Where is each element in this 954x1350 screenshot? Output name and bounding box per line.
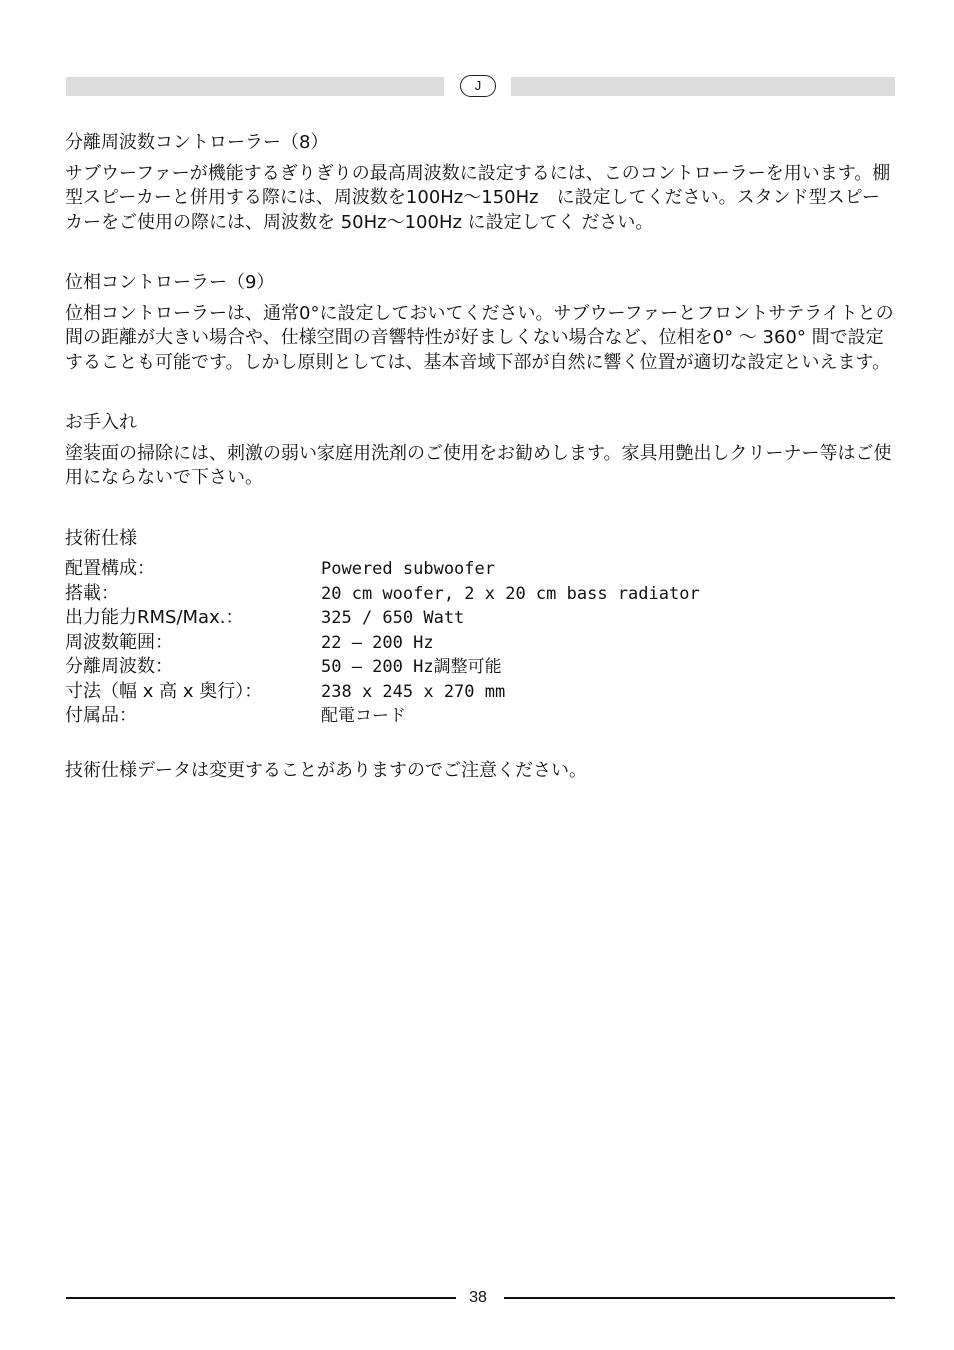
spec-row: [65, 655, 700, 680]
section-specs: [65, 527, 895, 784]
specs-note: 技術仕様データは変更することがありますのでご注意ください。: [65, 759, 587, 781]
spec-value: 325 / 650 Watt: [321, 608, 465, 628]
spec-table: [65, 557, 700, 729]
section-heading-phase: 位相コントローラー（9）: [65, 272, 275, 293]
spec-value: 配電コード: [321, 706, 406, 726]
spec-row: [65, 557, 700, 582]
page-number: 38: [469, 1289, 487, 1306]
section-body-phase: 位相コントローラーは、通常0°に設定しておいてください。サブウーファーとフロントサテライトとの間の距離が大きい場合や、仕様空間の音響特性が好ましくない場合など、位相を0° ～ 360° 間で設定することも可能です。しかし原則としては、基本音域下部が自然に響く位置が適切な設定といえます。: [65, 302, 894, 373]
footer-rule-left: [66, 1297, 456, 1299]
spec-row: [65, 582, 700, 607]
spec-row: [65, 680, 700, 705]
spec-value: Powered subwoofer: [321, 559, 495, 579]
spec-value: 20 cm woofer, 2 x 20 cm bass radiator: [321, 583, 700, 604]
section-body-care: 塗装面の掃除には、刺激の弱い家庭用洗剤のご使用をお勧めします。家具用艶出しクリーナー等はご使用にならないで下さい。: [65, 442, 892, 488]
section-crossover: [65, 131, 895, 235]
spec-value: 50 – 200 Hz調整可能: [321, 657, 502, 677]
spec-row: [65, 606, 700, 631]
section-body-crossover: サブウーファーが機能するぎりぎりの最高周波数に設定するには、このコントローラーを用います。棚型スピーカーと併用する際には、周波数を100Hz～150Hz に設定してください。スタンド型スピーカーをご使用の際には、周波数を 50Hz～100Hz に設定してく ださい。: [65, 162, 891, 233]
header-rule-left: [66, 77, 444, 96]
section-heading-care: お手入れ: [65, 412, 137, 433]
spec-label: 出力能力RMS/Max.：: [65, 607, 244, 628]
section-phase: [65, 271, 895, 375]
spec-label: 搭載：: [65, 582, 119, 604]
spec-label: 寸法（幅 x 高 x 奥行）：: [65, 680, 263, 702]
section-heading-specs: 技術仕様: [65, 527, 137, 549]
spec-value: 238 x 245 x 270 mm: [321, 681, 506, 702]
section-heading-crossover: 分離周波数コントローラー（8）: [65, 132, 329, 153]
spec-label: 配置構成：: [65, 558, 155, 579]
footer-rule-right: [504, 1297, 895, 1299]
spec-label: 周波数範囲：: [65, 631, 173, 653]
page-content: [65, 131, 895, 819]
spec-label: 付属品：: [65, 705, 137, 726]
spec-row: [65, 704, 700, 729]
header-rule-right: [511, 77, 895, 96]
language-badge: J: [460, 75, 496, 97]
spec-label: 分離周波数：: [65, 656, 173, 677]
section-care: [65, 411, 895, 491]
spec-row: [65, 631, 700, 656]
spec-value: 22 – 200 Hz: [321, 632, 434, 653]
